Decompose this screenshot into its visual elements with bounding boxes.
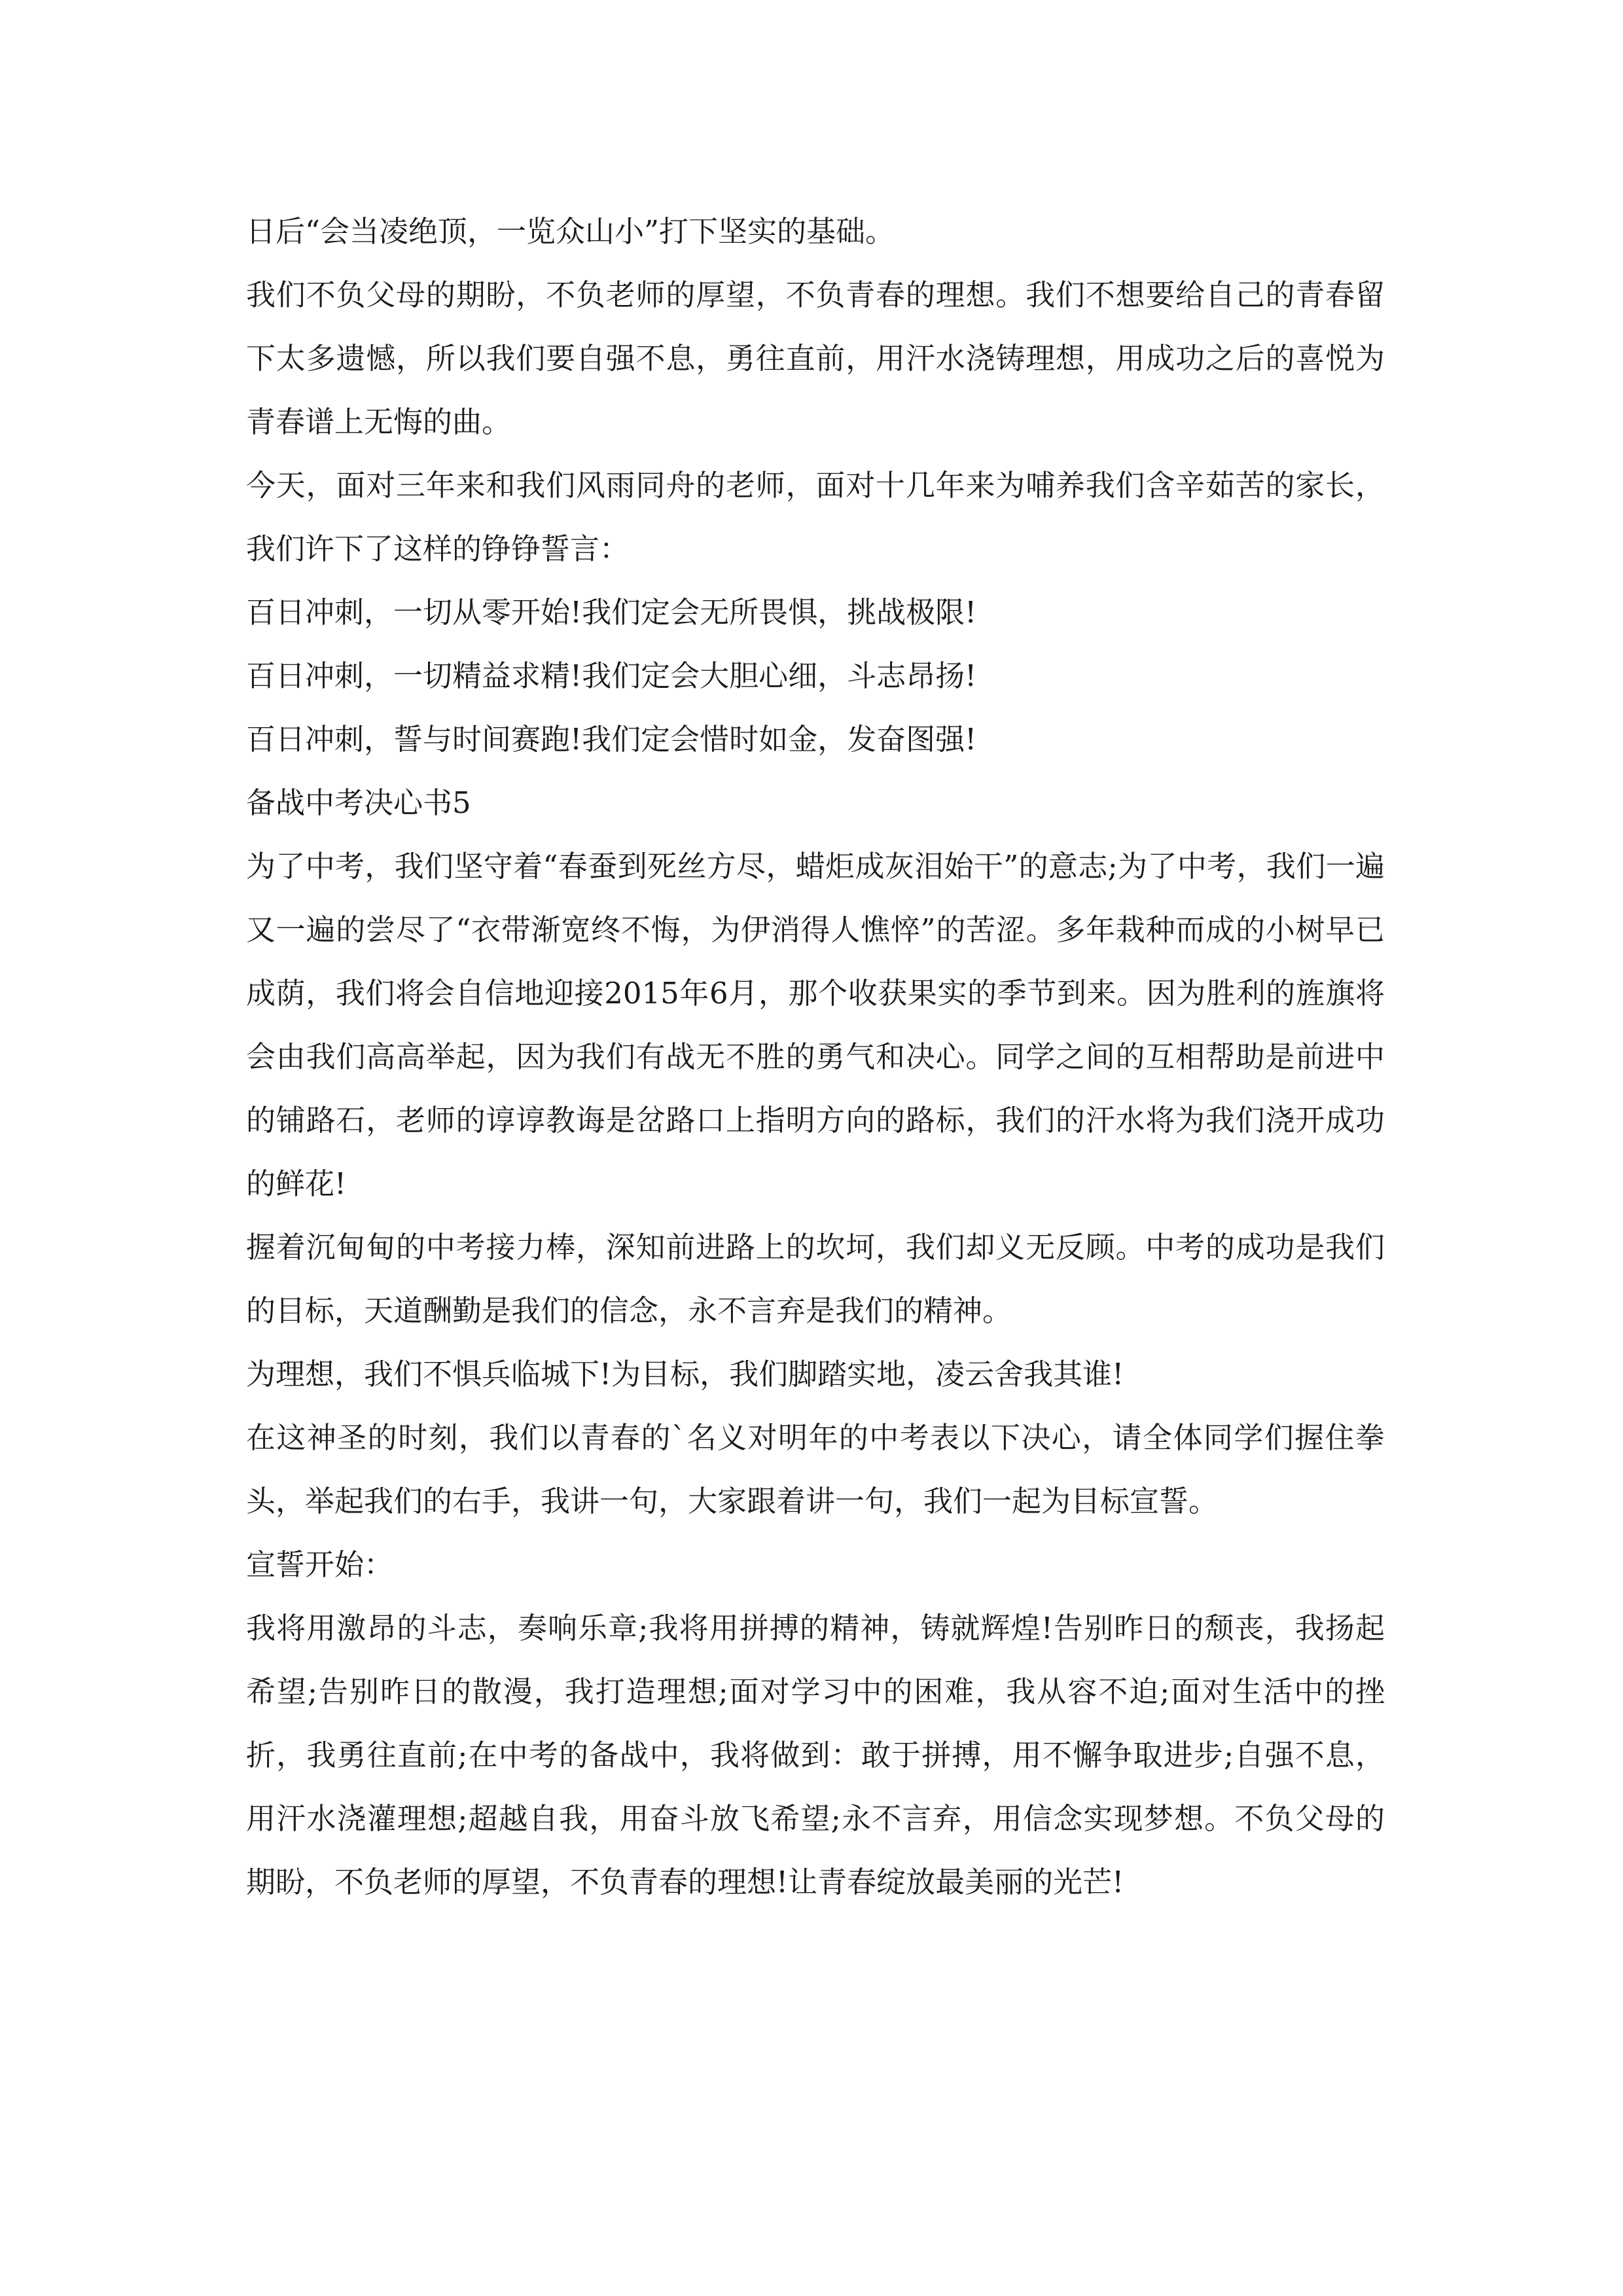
paragraph: 我将用激昂的斗志，奏响乐章;我将用拼搏的精神，铸就辉煌!告别昨日的颓丧，我扬起希望;告别昨日的散漫，我打造理想;面对学习中的困难，我从容不迫;面对生活中的挫折，我勇往直前;在中考的备战中，我将做到：敢于拼搏，用不懈争取进步;自强不息，用汗水浇灌理想;超越自我，用奋斗放飞希望;永不言弃，用信念实现梦想。不负父母的期盼，不负老师的厚望，不负青春的理想!让青春绽放最美丽的光芒! xyxy=(246,1611,1385,1899)
oath-line: 百日冲刺，一切精益求精!我们定会大胆心细，斗志昂扬! xyxy=(246,658,977,693)
paragraph: 为理想，我们不惧兵临城下!为目标，我们脚踏实地，凌云舍我其谁! xyxy=(246,1357,1124,1391)
paragraph: 今天，面对三年来和我们风雨同舟的老师，面对十几年来为哺养我们含辛茹苦的家长，我们许下了这样的铮铮誓言： xyxy=(246,468,1385,566)
paragraph: 我们不负父母的期盼，不负老师的厚望，不负青春的理想。我们不想要给自己的青春留下太多遗憾，所以我们要自强不息，勇往直前，用汗水浇铸理想，用成功之后的喜悦为青春谱上无悔的曲。 xyxy=(246,278,1385,439)
paragraph: 握着沉甸甸的中考接力棒，深知前进路上的坎坷，我们却义无反顾。中考的成功是我们的目标，天道酬勤是我们的信念，永不言弃是我们的精神。 xyxy=(246,1230,1385,1328)
oath-line: 百日冲刺，誓与时间赛跑!我们定会惜时如金，发奋图强! xyxy=(246,722,977,757)
section-heading: 备战中考决心书5 xyxy=(246,785,471,820)
document-body xyxy=(246,200,1385,1914)
paragraph: 在这神圣的时刻，我们以青春的`名义对明年的中考表以下决心，请全体同学们握住拳头，举起我们的右手，我讲一句，大家跟着讲一句，我们一起为目标宣誓。 xyxy=(246,1420,1385,1518)
paragraph: 宣誓开始： xyxy=(246,1547,394,1582)
oath-line: 百日冲刺，一切从零开始!我们定会无所畏惧，挑战极限! xyxy=(246,595,977,630)
paragraph: 日后“会当凌绝顶，一览众山小”打下坚实的基础。 xyxy=(246,214,895,249)
paragraph: 为了中考，我们坚守着“春蚕到死丝方尽，蜡炬成灰泪始干”的意志;为了中考，我们一遍又一遍的尝尽了“衣带渐宽终不悔，为伊消得人憔悴”的苦涩。多年栽种而成的小树早已成荫，我们将会自信地迎接2015年6月，那个收获果实的季节到来。因为胜利的旌旗将会由我们高高举起，因为我们有战无不胜的勇气和决心。同学之间的互相帮助是前进中的铺路石，老师的谆谆教诲是岔路口上指明方向的路标，我们的汗水将为我们浇开成功的鲜花! xyxy=(246,849,1385,1201)
